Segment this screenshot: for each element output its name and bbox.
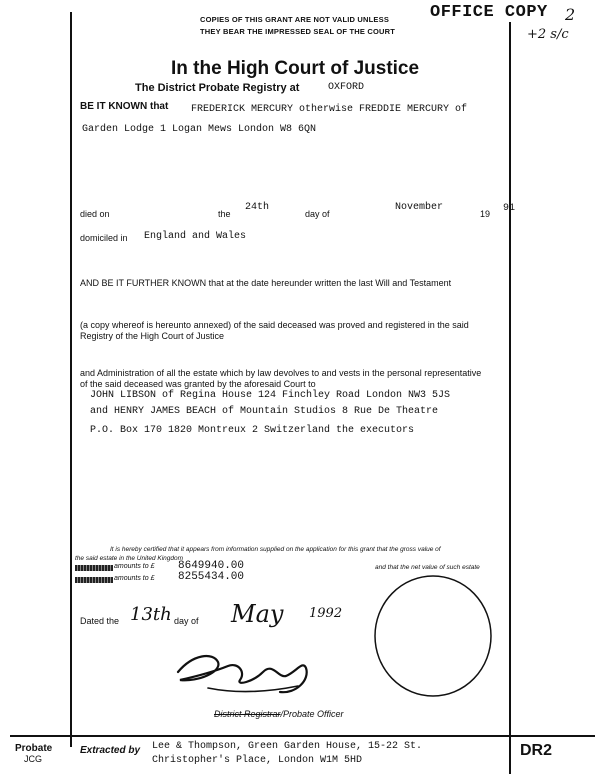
day-of-label: day of <box>305 209 330 219</box>
further-known-text: AND BE IT FURTHER KNOWN that at the date hereunder written the last Will and Testament <box>80 278 452 288</box>
executors-line1: JOHN LIBSON of Regina House 124 Finchley Road London NW3 5JS <box>90 390 451 401</box>
extractor-line2: Christopher's Place, London W1M 5HD <box>152 755 363 766</box>
seal-notice-line1: COPIES OF THIS GRANT ARE NOT VALID UNLESS <box>200 15 390 24</box>
seal-notice-line2: THEY BEAR THE IMPRESSED SEAL OF THE COURT <box>200 27 396 36</box>
left-border-line <box>70 12 72 747</box>
net-amount-prefix: amounts to £ <box>114 575 155 582</box>
extractor-line1: Lee & Thompson, Green Garden House, 15-22 St. <box>152 741 423 752</box>
right-border-line <box>509 22 511 774</box>
net-value: 8255434.00 <box>178 571 245 583</box>
district-registrar-struck: District Registrar <box>214 709 281 719</box>
office-copy-note: +2 s/c <box>527 27 569 42</box>
executors-line3: P.O. Box 170 1820 Montreux 2 Switzerland the executors <box>90 425 415 436</box>
dated-year: 1992 <box>309 606 343 621</box>
registry-place: OXFORD <box>328 82 365 93</box>
deceased-address: Garden Lodge 1 Logan Mews London W8 6QN <box>82 124 317 135</box>
be-it-known-label: BE IT KNOWN that <box>80 101 169 112</box>
administration-line1: and Administration of all the estate which by law devolves to and vests in the personal representative <box>80 368 482 378</box>
net-struck-text <box>75 577 113 583</box>
death-century: 19 <box>480 209 491 219</box>
officer-signature <box>168 642 338 702</box>
death-day: 24th <box>245 202 270 213</box>
executors-line2: and HENRY JAMES BEACH of Mountain Studios 8 Rue De Theatre <box>90 406 439 417</box>
court-seal-circle <box>373 574 493 698</box>
office-copy-stamp: OFFICE COPY <box>430 3 548 22</box>
gross-struck-text <box>75 565 113 571</box>
death-month: November <box>395 202 444 213</box>
copy-annexed-line2: Registry of the High Court of Justice <box>80 331 225 341</box>
the-label: the <box>218 209 231 219</box>
dated-day: 13th <box>130 604 172 625</box>
probate-label: Probate <box>15 743 53 754</box>
net-value-text: and that the net value of such estate <box>375 564 480 571</box>
gross-value: 8649940.00 <box>178 560 245 572</box>
dated-day-of-label: day of <box>174 616 199 626</box>
copy-annexed-line1: (a copy whereof is hereunto annexed) of the said deceased was proved and registered in the said <box>80 320 469 330</box>
form-code: DR2 <box>520 742 553 759</box>
death-year: 91 <box>503 203 516 214</box>
administration-line2: of the said deceased was granted by the aforesaid Court to <box>80 379 316 389</box>
dated-label: Dated the <box>80 616 120 626</box>
office-copy-number: 2 <box>565 5 576 24</box>
officer-struck-label <box>214 709 344 719</box>
died-on-label: died on <box>80 209 110 219</box>
domiciled-label: domiciled in <box>80 233 128 243</box>
domicile-value: England and Wales <box>144 231 247 242</box>
probate-officer-label: /Probate Officer <box>280 709 344 719</box>
deceased-name: FREDERICK MERCURY otherwise FREDDIE MERCURY of <box>191 104 468 115</box>
dated-month: May <box>231 600 284 628</box>
court-title: In the High Court of Justice <box>171 58 420 79</box>
extracted-by-label: Extracted by <box>80 745 141 756</box>
probate-initials: JCG <box>24 754 42 764</box>
footer-divider <box>10 735 595 737</box>
certified-line1: It is hereby certified that it appears from information supplied on the application for this grant that the gross value of <box>110 546 441 553</box>
gross-amount-prefix: amounts to £ <box>114 563 155 570</box>
certified-line2: the said estate in the United Kingdom <box>75 555 184 562</box>
registry-prefix: The District Probate Registry at <box>135 82 300 94</box>
